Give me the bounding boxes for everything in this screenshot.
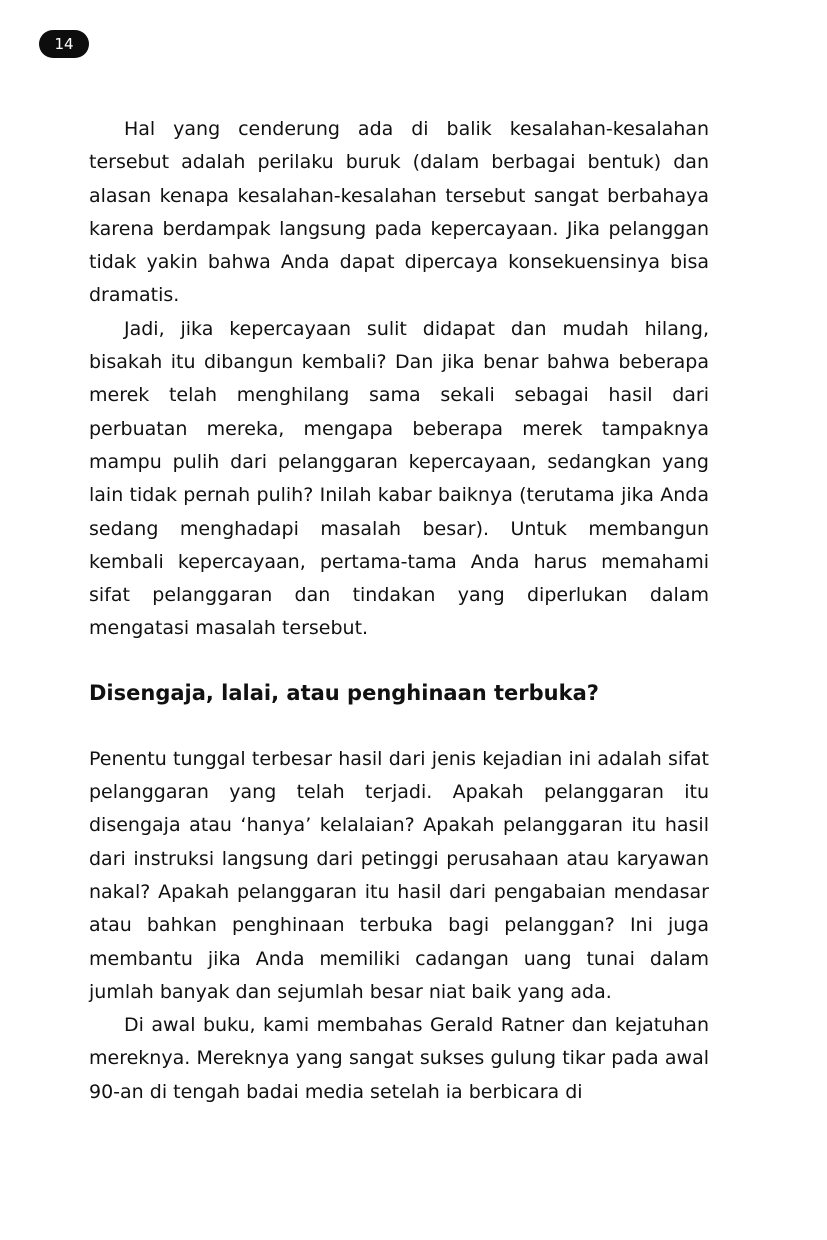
body-paragraph: Di awal buku, kami membahas Gerald Ratner dan kejatuhan mereknya. Mereknya yang sangat sukses gulung tikar pada awal 90-an di tengah badai media setelah ia berbicara di [89,1014,709,1103]
page-body [89,113,709,1109]
page-number-badge: 14 [39,30,89,58]
body-paragraph: Jadi, jika kepercayaan sulit didapat dan mudah hilang, bisakah itu dibangun kembali? Dan jika benar bahwa beberapa merek telah menghilang sama sekali sebagai hasil dari perbuatan mereka, mengapa beberapa merek tampaknya mampu pulih dari pelanggaran kepercayaan, sedangkan yang lain tidak pernah pulih? Inilah kabar baiknya (terutama jika Anda sedang menghadapi masalah besar). Untuk membangun kembali kepercayaan, pertama-tama Anda harus memahami sifat pelanggaran dan tindakan yang diperlukan dalam mengatasi masalah tersebut. [89,317,709,640]
section-heading: Disengaja, lalai, atau penghinaan terbuka? [89,680,599,705]
body-paragraph: Penentu tunggal terbesar hasil dari jenis kejadian ini adalah sifat pelanggaran yang telah terjadi. Apakah pelanggaran itu disengaja atau ‘hanya’ kelalaian? Apakah pelanggaran itu hasil dari instruksi langsung dari petinggi perusahaan atau karyawan nakal? Apakah pelanggaran itu hasil dari pengabaian mendasar atau bahkan penghinaan terbuka bagi pelanggan? Ini juga membantu jika Anda memiliki cadangan uang tunai dalam jumlah banyak dan sejumlah besar niat baik yang ada. [89,747,709,1003]
body-paragraph: Hal yang cenderung ada di balik kesalahan-kesalahan tersebut adalah perilaku buruk (dalam berbagai bentuk) dan alasan kenapa kesalahan-kesalahan tersebut sangat berbahaya karena berdampak langsung pada kepercayaan. Jika pelanggan tidak yakin bahwa Anda dapat dipercaya konsekuensinya bisa dramatis. [89,118,709,307]
